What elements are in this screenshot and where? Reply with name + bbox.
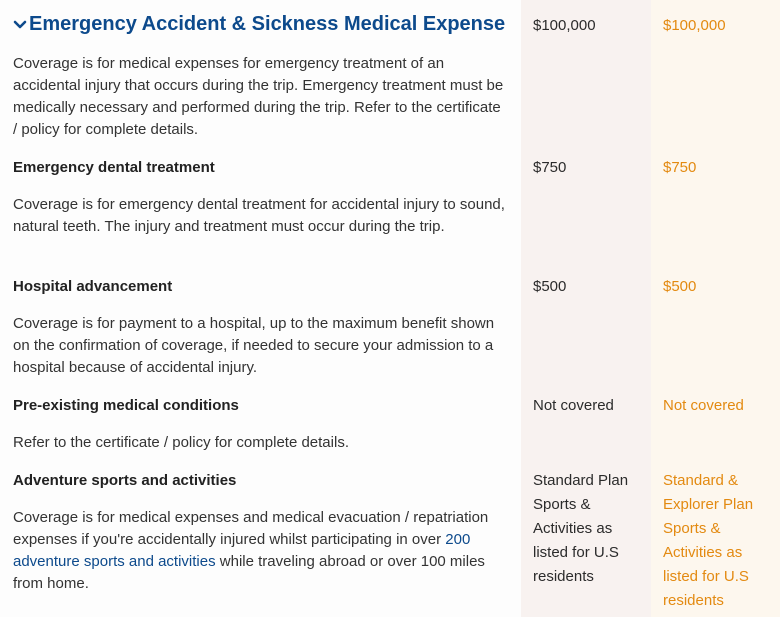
row-heading-hospital: Hospital advancement <box>13 278 173 295</box>
explorer-value: $100,000 <box>663 17 726 34</box>
standard-value: $750 <box>533 159 567 176</box>
section-title[interactable] <box>13 13 505 36</box>
standard-value: $100,000 <box>533 17 596 34</box>
description-text: Coverage is for medical expenses and medical evacuation / repatriation expenses if you're accidentally injured whilst participating in over <box>13 509 489 548</box>
standard-value: Not covered <box>533 397 614 414</box>
explorer-value: $500 <box>663 278 697 295</box>
description-text: while traveling abroad or over 100 miles from home. <box>13 553 485 592</box>
explorer-value: $750 <box>663 159 697 176</box>
section-description: Coverage is for medical expenses for emergency treatment of an accidental injury that occurs during the trip. Emergency treatment must be medically necessary and performed during the trip. Refer to the certificate / policy for complete details. <box>13 55 504 138</box>
row-description: Coverage is for emergency dental treatment for accidental injury to sound, natural teeth. The injury and treatment must occur during the trip. <box>13 196 505 235</box>
adventure-sports-link[interactable]: 200 adventure sports and activities <box>13 531 471 570</box>
section-title-text: Emergency Accident & Sickness Medical Expense <box>29 13 506 35</box>
row-heading-dental: Emergency dental treatment <box>13 159 215 176</box>
explorer-value: Standard & Explorer Plan Sports & Activities as listed for U.S residents <box>663 472 754 609</box>
standard-value: Standard Plan Sports & Activities as listed for U.S residents <box>533 472 629 585</box>
row-description <box>13 507 508 595</box>
row-heading-adventure: Adventure sports and activities <box>13 472 237 489</box>
explorer-value: Not covered <box>663 397 744 414</box>
row-heading-preexisting: Pre-existing medical conditions <box>13 397 239 414</box>
standard-value: $500 <box>533 278 567 295</box>
row-description: Refer to the certificate / policy for complete details. <box>13 434 349 451</box>
row-description: Coverage is for payment to a hospital, up to the maximum benefit shown on the confirmation of coverage, if needed to secure your admission to a hospital because of accidental injury. <box>13 315 495 376</box>
chevron-down-icon[interactable] <box>13 13 27 36</box>
